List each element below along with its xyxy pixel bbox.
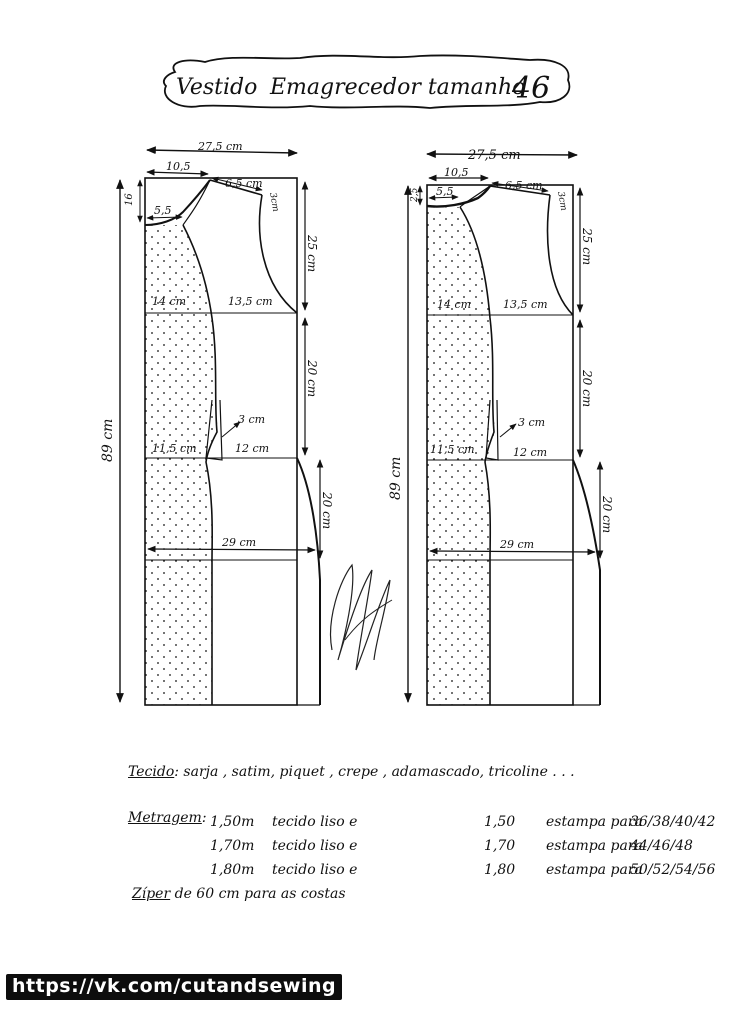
metragem-sizes: 50/52/54/56 (630, 862, 716, 878)
right-waist-right-label: 12 cm (513, 446, 548, 459)
right-shoulder-label: 6,5 cm (505, 179, 543, 192)
left-dart-label: 3 cm (238, 413, 266, 426)
metragem-row (210, 862, 715, 878)
right-hip-width-label: 29 cm (500, 538, 535, 551)
right-top-drop-label: 2,5 (410, 187, 420, 202)
title-text-left: Vestido (176, 75, 258, 100)
metragem-desc: tecido liso e (272, 838, 358, 854)
metragem-sizes: 36/38/40/42 (630, 814, 716, 830)
left-total-len-label: 89 cm (100, 418, 116, 462)
right-waist-left-label: 11,5 cm (430, 443, 475, 456)
left-pattern-piece (100, 140, 334, 705)
left-neck-drop-label: 5,5 (154, 204, 172, 217)
left-width-label: 27,5 cm (198, 140, 243, 153)
metragem-qty2: 1,50 (484, 814, 516, 830)
right-front-neck (460, 186, 490, 207)
right-shoulder-drop-label: 3cm (555, 190, 569, 212)
right-hip-curve (573, 460, 600, 705)
left-bust-left-label: 14 cm (152, 295, 187, 308)
tecido-line (128, 764, 575, 780)
zipper-line (132, 886, 346, 902)
metragem-qty2: 1,70 (484, 838, 516, 854)
metragem-qty2: 1,80 (484, 862, 516, 878)
metragem-qty1: 1,70m (210, 838, 255, 854)
title-text-mid: Emagrecedor tamanho (270, 75, 526, 100)
metragem-label: Metragem (128, 810, 202, 826)
right-total-len-label: 89 cm (388, 456, 404, 500)
right-width-label: 27,5 cm (468, 148, 521, 163)
right-bust-right-label: 13,5 cm (503, 298, 548, 311)
metragem-sizes: 44/46/48 (630, 838, 693, 854)
metragem-desc: tecido liso e (272, 814, 358, 830)
right-bust-left-label: 14 cm (437, 298, 472, 311)
metragem-row (210, 838, 693, 854)
right-armhole-depth-label: 25 cm (580, 228, 594, 266)
tecido-text: : sarja , satim, piquet , crepe , adamascado, tricoline . . . (174, 764, 575, 780)
metragem-word: estampa para (546, 838, 643, 854)
left-neck-width-label: 10,5 (166, 160, 191, 173)
right-waist-len-label: 20 cm (580, 370, 594, 408)
left-hip-width-label: 29 cm (222, 536, 257, 549)
left-hip-curve (297, 458, 320, 705)
footer-url[interactable]: https://vk.com/cutandsewing (6, 974, 342, 1000)
metragem-desc: tecido liso e (272, 862, 358, 878)
left-top-drop-label: 16 (124, 193, 135, 206)
metragem-word: estampa para (546, 814, 643, 830)
metragem-label-line: Metragem: (128, 810, 207, 826)
right-hip-len-label: 20 cm (600, 496, 614, 534)
left-waist-left-label: 11,5 cm (152, 442, 197, 455)
right-neck-drop-label: 5,5 (436, 185, 454, 198)
zipper-label: Zíper (132, 886, 171, 902)
left-waist-len-label: 20 cm (305, 360, 319, 398)
title-banner (164, 55, 570, 108)
right-pattern-piece (388, 148, 614, 705)
left-shoulder-label: 6,5 cm (225, 177, 263, 190)
metragem-qty1: 1,80m (210, 862, 255, 878)
left-hip-len-label: 20 cm (320, 492, 334, 530)
title-size: 46 (512, 71, 551, 106)
right-neck-width-label: 10,5 (444, 166, 469, 179)
zipper-text: de 60 cm para as costas (170, 886, 346, 902)
right-armhole (548, 195, 573, 315)
tecido-label: Tecido (128, 764, 175, 780)
left-waist-right-label: 12 cm (235, 442, 270, 455)
metragem-row (210, 814, 715, 830)
right-dart-label: 3 cm (518, 416, 546, 429)
left-shoulder-drop-label: 3cm (267, 191, 281, 213)
left-armhole-depth-label: 25 cm (305, 235, 319, 273)
left-bust-right-label: 13,5 cm (228, 295, 273, 308)
metragem-word: estampa para (546, 862, 643, 878)
metragem-qty1: 1,50m (210, 814, 255, 830)
